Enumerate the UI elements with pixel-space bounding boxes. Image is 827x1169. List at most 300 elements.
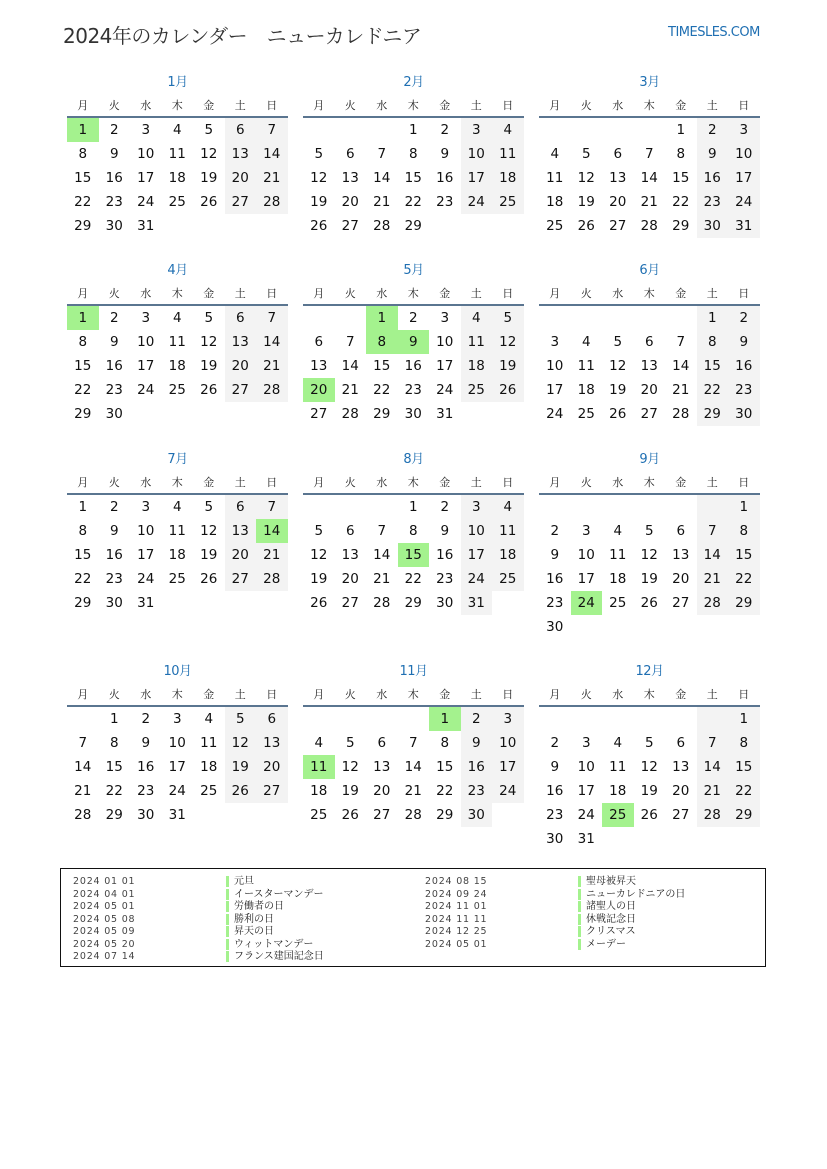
day-cell: 27 <box>225 567 257 591</box>
day-cell: 11 <box>492 519 524 543</box>
day-cell: 10 <box>137 523 155 539</box>
day-cell: 23 <box>461 779 493 803</box>
legend-column-left <box>73 876 324 964</box>
weekday-label: 金 <box>439 688 451 701</box>
empty-cell <box>303 495 335 519</box>
day-cell: 28 <box>373 218 391 234</box>
day-cell: 19 <box>609 382 627 398</box>
day-cell: 27 <box>341 218 359 234</box>
day-cell: 3 <box>728 118 760 142</box>
weekday-label: 火 <box>344 688 356 701</box>
day-cell: 16 <box>137 759 155 775</box>
day-cell: 11 <box>609 547 627 563</box>
day-cell: 27 <box>609 218 627 234</box>
day-cell: 27 <box>373 807 391 823</box>
weekday-label: 火 <box>580 688 592 701</box>
day-cell: 8 <box>408 523 418 539</box>
day-cell: 30 <box>728 402 760 426</box>
day-cell: 11 <box>168 334 186 350</box>
day-cell: 7 <box>697 731 729 755</box>
day-cell: 20 <box>640 382 658 398</box>
day-cell: 20 <box>225 543 257 567</box>
day-cell: 26 <box>577 218 595 234</box>
day-cell: 11 <box>577 358 595 374</box>
day-grid <box>67 495 288 615</box>
weekday-label: 木 <box>643 476 655 489</box>
weekday-label: 木 <box>171 688 183 701</box>
weekday-label: 水 <box>376 476 388 489</box>
day-cell: 6 <box>644 334 654 350</box>
day-cell: 6 <box>314 334 324 350</box>
day-cell: 21 <box>341 382 359 398</box>
weekday-label: 火 <box>344 476 356 489</box>
weekday-label: 月 <box>77 287 89 300</box>
day-cell: 2 <box>109 122 119 138</box>
day-grid <box>539 306 760 426</box>
day-cell: 4 <box>492 118 524 142</box>
day-cell: 29 <box>404 595 422 611</box>
day-cell: 12 <box>492 330 524 354</box>
weekday-label: 水 <box>376 287 388 300</box>
day-cell: 14 <box>404 759 422 775</box>
holiday-date: 2024 11 11 <box>425 913 488 925</box>
day-cell: 17 <box>546 382 564 398</box>
day-cell: 6 <box>377 735 387 751</box>
day-cell: 19 <box>200 170 218 186</box>
day-cell: 5 <box>644 735 654 751</box>
weekday-label: 金 <box>203 688 215 701</box>
day-cell: 17 <box>577 571 595 587</box>
weekday-header <box>539 683 760 707</box>
day-cell: 21 <box>373 571 391 587</box>
day-cell: 31 <box>137 218 155 234</box>
day-cell: 2 <box>141 711 151 727</box>
weekday-header <box>303 471 524 495</box>
day-cell: 31 <box>461 591 493 615</box>
day-cell: 2 <box>728 306 760 330</box>
day-cell: 11 <box>546 170 564 186</box>
day-cell: 27 <box>640 406 658 422</box>
day-cell: 8 <box>728 731 760 755</box>
day-cell: 10 <box>461 142 493 166</box>
day-cell: 6 <box>225 118 257 142</box>
day-cell: 14 <box>373 170 391 186</box>
empty-cell <box>303 118 335 142</box>
day-cell: 14 <box>74 759 92 775</box>
day-cell: 21 <box>256 354 288 378</box>
weekday-label: 水 <box>140 688 152 701</box>
holiday-name: 休戦記念日 <box>578 914 636 925</box>
holiday-name: 元旦 <box>226 876 254 887</box>
day-cell: 30 <box>105 218 123 234</box>
weekday-label: 土 <box>706 476 718 489</box>
day-cell: 25 <box>546 218 564 234</box>
day-cell: 7 <box>256 495 288 519</box>
day-cell: 4 <box>172 310 182 326</box>
weekday-label: 土 <box>470 688 482 701</box>
day-cell: 31 <box>728 214 760 238</box>
month-block <box>539 449 760 639</box>
weekday-label: 日 <box>502 99 514 112</box>
weekday-label: 日 <box>502 287 514 300</box>
holiday-date: 2024 05 01 <box>73 901 136 912</box>
day-cell: 25 <box>609 595 627 611</box>
day-cell: 20 <box>341 194 359 210</box>
day-cell: 12 <box>200 146 218 162</box>
day-cell: 6 <box>345 146 355 162</box>
day-cell: 25 <box>577 406 595 422</box>
day-cell: 9 <box>550 547 560 563</box>
day-cell: 16 <box>461 755 493 779</box>
empty-cell <box>634 495 666 519</box>
day-cell: 1 <box>408 122 418 138</box>
day-cell: 24 <box>137 194 155 210</box>
day-cell: 25 <box>492 567 524 591</box>
day-cell: 22 <box>404 571 422 587</box>
holiday-day: 15 <box>398 543 430 567</box>
day-cell: 3 <box>461 118 493 142</box>
weekday-label: 土 <box>470 287 482 300</box>
day-cell: 28 <box>640 218 658 234</box>
day-cell: 24 <box>461 190 493 214</box>
day-cell: 8 <box>78 146 88 162</box>
day-cell: 9 <box>697 142 729 166</box>
weekday-label: 火 <box>580 476 592 489</box>
day-cell: 22 <box>697 378 729 402</box>
day-cell: 24 <box>546 406 564 422</box>
day-cell: 27 <box>256 779 288 803</box>
legend-row <box>73 939 324 952</box>
day-cell: 12 <box>200 523 218 539</box>
day-cell: 3 <box>550 334 560 350</box>
legend-column-right <box>425 876 685 951</box>
day-cell: 25 <box>310 807 328 823</box>
day-cell: 28 <box>256 567 288 591</box>
month-name: 8月 <box>403 452 424 467</box>
day-cell: 8 <box>408 146 418 162</box>
legend-row <box>73 914 324 927</box>
holiday-day: 1 <box>366 306 398 330</box>
day-cell: 27 <box>225 378 257 402</box>
day-cell: 18 <box>461 354 493 378</box>
holiday-name: 労働者の日 <box>226 901 284 912</box>
month-block <box>67 661 288 827</box>
day-cell: 19 <box>640 783 658 799</box>
day-cell: 10 <box>168 735 186 751</box>
month-name: 7月 <box>167 452 188 467</box>
weekday-label: 月 <box>77 99 89 112</box>
day-cell: 22 <box>404 194 422 210</box>
day-cell: 4 <box>172 499 182 515</box>
empty-cell <box>697 495 729 519</box>
weekday-label: 火 <box>580 287 592 300</box>
day-cell: 16 <box>436 170 454 186</box>
day-cell: 19 <box>577 194 595 210</box>
weekday-label: 水 <box>612 287 624 300</box>
day-cell: 14 <box>373 547 391 563</box>
weekday-label: 木 <box>407 476 419 489</box>
day-cell: 6 <box>225 306 257 330</box>
weekday-header <box>303 94 524 118</box>
day-cell: 4 <box>550 146 560 162</box>
day-cell: 23 <box>105 382 123 398</box>
day-cell: 3 <box>581 735 591 751</box>
weekday-label: 月 <box>77 476 89 489</box>
weekday-label: 月 <box>549 99 561 112</box>
day-cell: 21 <box>256 543 288 567</box>
day-cell: 15 <box>672 170 690 186</box>
day-cell: 17 <box>168 759 186 775</box>
holiday-legend <box>60 868 766 967</box>
weekday-label: 火 <box>344 99 356 112</box>
day-cell: 1 <box>697 306 729 330</box>
weekday-label: 日 <box>738 287 750 300</box>
empty-cell <box>303 306 335 330</box>
day-cell: 16 <box>728 354 760 378</box>
holiday-day: 24 <box>571 591 603 615</box>
day-cell: 19 <box>341 783 359 799</box>
day-cell: 9 <box>550 759 560 775</box>
empty-cell <box>634 306 666 330</box>
day-cell: 15 <box>74 547 92 563</box>
day-cell: 21 <box>373 194 391 210</box>
weekday-header <box>539 94 760 118</box>
holiday-name: イースターマンデー <box>226 889 324 900</box>
day-cell: 2 <box>440 499 450 515</box>
day-cell: 18 <box>577 382 595 398</box>
weekday-label: 水 <box>612 99 624 112</box>
weekday-label: 月 <box>549 476 561 489</box>
day-cell: 8 <box>728 519 760 543</box>
day-cell: 16 <box>404 358 422 374</box>
day-cell: 10 <box>137 334 155 350</box>
day-cell: 13 <box>373 759 391 775</box>
day-cell: 11 <box>168 523 186 539</box>
month-block <box>67 72 288 238</box>
day-cell: 3 <box>492 707 524 731</box>
weekday-label: 土 <box>234 287 246 300</box>
day-cell: 27 <box>672 807 690 823</box>
day-cell: 24 <box>137 382 155 398</box>
day-cell: 1 <box>728 707 760 731</box>
legend-row <box>73 951 324 964</box>
day-grid <box>67 118 288 238</box>
day-cell: 18 <box>310 783 328 799</box>
day-cell: 29 <box>436 807 454 823</box>
holiday-date: 2024 04 01 <box>73 888 136 900</box>
day-cell: 25 <box>461 378 493 402</box>
weekday-label: 木 <box>643 287 655 300</box>
legend-row <box>425 914 685 927</box>
day-cell: 3 <box>172 711 182 727</box>
weekday-label: 木 <box>171 287 183 300</box>
empty-cell <box>366 707 398 731</box>
day-cell: 18 <box>609 571 627 587</box>
holiday-date: 2024 11 01 <box>425 901 488 912</box>
empty-cell <box>67 707 99 731</box>
day-cell: 26 <box>310 595 328 611</box>
day-cell: 4 <box>461 306 493 330</box>
month-name: 5月 <box>403 263 424 278</box>
day-cell: 7 <box>697 519 729 543</box>
day-cell: 29 <box>404 218 422 234</box>
holiday-name: ニューカレドニアの日 <box>578 889 685 900</box>
weekday-label: 日 <box>502 688 514 701</box>
day-cell: 20 <box>609 194 627 210</box>
day-cell: 14 <box>640 170 658 186</box>
empty-cell <box>665 306 697 330</box>
day-cell: 23 <box>546 807 564 823</box>
day-cell: 13 <box>225 142 257 166</box>
day-cell: 12 <box>310 547 328 563</box>
day-cell: 5 <box>204 499 214 515</box>
empty-cell <box>634 707 666 731</box>
day-cell: 22 <box>105 783 123 799</box>
legend-row <box>73 901 324 914</box>
holiday-name: フランス建国記念日 <box>226 951 324 962</box>
holiday-name: 昇天の日 <box>226 926 274 937</box>
weekday-label: 木 <box>171 99 183 112</box>
day-cell: 17 <box>137 358 155 374</box>
day-cell: 5 <box>314 146 324 162</box>
day-cell: 4 <box>613 735 623 751</box>
month-block <box>303 72 524 238</box>
holiday-day: 11 <box>303 755 335 779</box>
day-cell: 2 <box>550 735 560 751</box>
day-cell: 28 <box>341 406 359 422</box>
day-cell: 26 <box>609 406 627 422</box>
day-cell: 29 <box>74 595 92 611</box>
day-cell: 12 <box>225 731 257 755</box>
day-cell: 10 <box>137 146 155 162</box>
day-cell: 14 <box>672 358 690 374</box>
day-cell: 28 <box>373 595 391 611</box>
month-block <box>67 449 288 615</box>
day-cell: 9 <box>440 146 450 162</box>
weekday-label: 水 <box>140 99 152 112</box>
weekday-label: 火 <box>108 688 120 701</box>
day-cell: 24 <box>137 571 155 587</box>
day-cell: 5 <box>492 306 524 330</box>
day-cell: 16 <box>436 547 454 563</box>
weekday-label: 金 <box>439 476 451 489</box>
day-cell: 20 <box>225 354 257 378</box>
day-cell: 19 <box>640 571 658 587</box>
holiday-name: 諸聖人の日 <box>578 901 636 912</box>
weekday-label: 木 <box>407 688 419 701</box>
day-cell: 26 <box>341 807 359 823</box>
legend-row <box>73 876 324 889</box>
day-cell: 8 <box>440 735 450 751</box>
day-cell: 15 <box>373 358 391 374</box>
day-cell: 27 <box>341 595 359 611</box>
day-grid <box>539 707 760 851</box>
day-cell: 3 <box>141 499 151 515</box>
day-cell: 24 <box>461 567 493 591</box>
empty-cell <box>398 707 430 731</box>
day-cell: 13 <box>672 759 690 775</box>
holiday-name: メーデー <box>578 939 626 950</box>
day-cell: 28 <box>256 378 288 402</box>
day-grid <box>539 118 760 238</box>
day-cell: 8 <box>676 146 686 162</box>
day-cell: 20 <box>225 166 257 190</box>
day-grid <box>303 495 524 615</box>
empty-cell <box>665 707 697 731</box>
day-cell: 26 <box>640 595 658 611</box>
day-cell: 13 <box>225 519 257 543</box>
weekday-label: 月 <box>313 99 325 112</box>
day-cell: 4 <box>314 735 324 751</box>
weekday-label: 日 <box>738 688 750 701</box>
legend-row <box>73 889 324 902</box>
day-cell: 22 <box>74 194 92 210</box>
weekday-label: 木 <box>171 476 183 489</box>
weekday-header <box>303 683 524 707</box>
day-cell: 23 <box>105 194 123 210</box>
day-cell: 21 <box>640 194 658 210</box>
day-cell: 30 <box>105 406 123 422</box>
legend-row <box>73 926 324 939</box>
month-name: 12月 <box>635 664 664 679</box>
day-cell: 13 <box>609 170 627 186</box>
weekday-label: 土 <box>706 688 718 701</box>
holiday-date: 2024 07 14 <box>73 951 136 962</box>
weekday-label: 木 <box>407 287 419 300</box>
weekday-header <box>67 683 288 707</box>
day-cell: 20 <box>341 571 359 587</box>
legend-row <box>425 876 685 889</box>
weekday-label: 火 <box>344 287 356 300</box>
day-cell: 14 <box>256 330 288 354</box>
month-name: 4月 <box>167 263 188 278</box>
day-cell: 18 <box>168 547 186 563</box>
day-cell: 29 <box>728 803 760 827</box>
brand-link[interactable]: TIMESLES.COM <box>668 25 760 40</box>
day-cell: 9 <box>461 731 493 755</box>
month-block <box>303 661 524 827</box>
day-grid <box>67 306 288 426</box>
day-cell: 30 <box>404 406 422 422</box>
day-cell: 4 <box>492 495 524 519</box>
day-cell: 8 <box>697 330 729 354</box>
weekday-label: 土 <box>470 99 482 112</box>
weekday-label: 土 <box>234 688 246 701</box>
day-cell: 18 <box>200 759 218 775</box>
day-cell: 29 <box>373 406 391 422</box>
day-cell: 3 <box>581 523 591 539</box>
holiday-name: クリスマス <box>578 926 636 937</box>
day-cell: 12 <box>200 334 218 350</box>
empty-cell <box>335 495 367 519</box>
day-cell: 14 <box>697 543 729 567</box>
page-title: 2024年のカレンダー ニューカレドニア <box>63 24 422 48</box>
day-cell: 28 <box>672 406 690 422</box>
day-cell: 16 <box>105 358 123 374</box>
weekday-label: 水 <box>612 476 624 489</box>
day-cell: 12 <box>640 547 658 563</box>
weekday-label: 木 <box>407 99 419 112</box>
empty-cell <box>602 118 634 142</box>
day-cell: 2 <box>461 707 493 731</box>
weekday-label: 金 <box>675 287 687 300</box>
day-cell: 15 <box>697 354 729 378</box>
day-cell: 11 <box>492 142 524 166</box>
day-cell: 23 <box>404 382 422 398</box>
day-cell: 7 <box>256 306 288 330</box>
weekday-label: 金 <box>675 99 687 112</box>
holiday-day: 25 <box>602 803 634 827</box>
